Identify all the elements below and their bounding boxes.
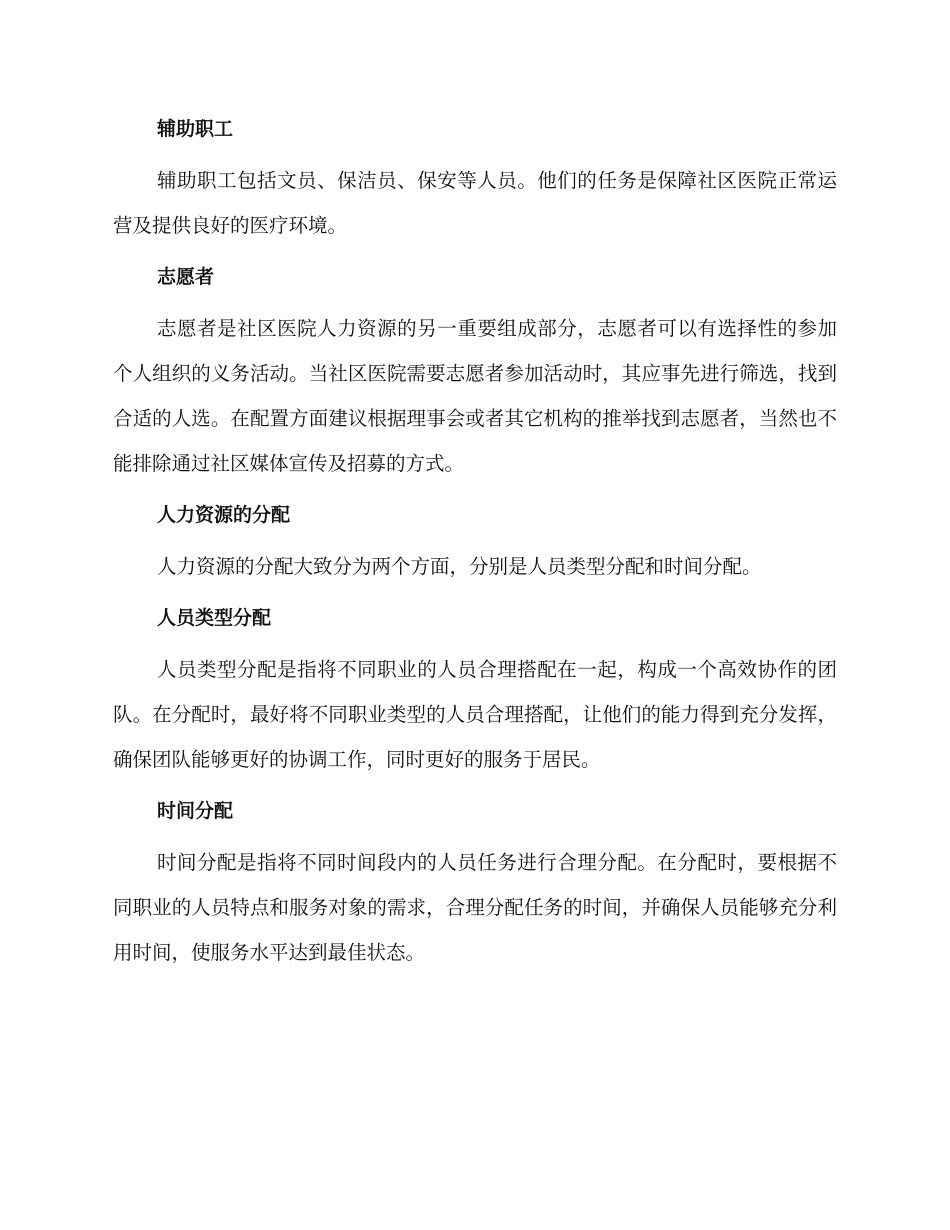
section-heading-staff-type-allocation: 人员类型分配 (157, 607, 272, 629)
paragraph-time-allocation: 时间分配是指将不同时间段内的人员任务进行合理分配。在分配时，要根据不同职业的人员特点和服务对象的需求，合理分配任务的时间，并确保人员能够充分利用时间，使服务水平达到最佳状态。 (113, 851, 837, 964)
section-heading-hr-allocation: 人力资源的分配 (157, 504, 291, 526)
section-heading-volunteers: 志愿者 (157, 266, 215, 288)
paragraph-staff-type-allocation: 人员类型分配是指将不同职业的人员合理搭配在一起，构成一个高效协作的团队。在分配时，最好将不同职业类型的人员合理搭配，让他们的能力得到充分发挥，确保团队能够更好的协调工作，同时更好的服务于居民。 (113, 658, 837, 771)
paragraph-hr-allocation: 人力资源的分配大致分为两个方面，分别是人员类型分配和时间分配。 (157, 555, 762, 578)
section-heading-auxiliary-staff: 辅助职工 (157, 118, 234, 140)
paragraph-volunteers: 志愿者是社区医院人力资源的另一重要组成部分，志愿者可以有选择性的参加个人组织的义务活动。当社区医院需要志愿者参加活动时，其应事先进行筛选，找到合适的人选。在配置方面建议根据理事会或者其它机构的推举找到志愿者，当然也不能排除通过社区媒体宣传及招募的方式。 (113, 317, 837, 475)
paragraph-auxiliary-staff: 辅助职工包括文员、保洁员、保安等人员。他们的任务是保障社区医院正常运营及提供良好的医疗环境。 (113, 169, 837, 237)
section-heading-time-allocation: 时间分配 (157, 800, 234, 822)
